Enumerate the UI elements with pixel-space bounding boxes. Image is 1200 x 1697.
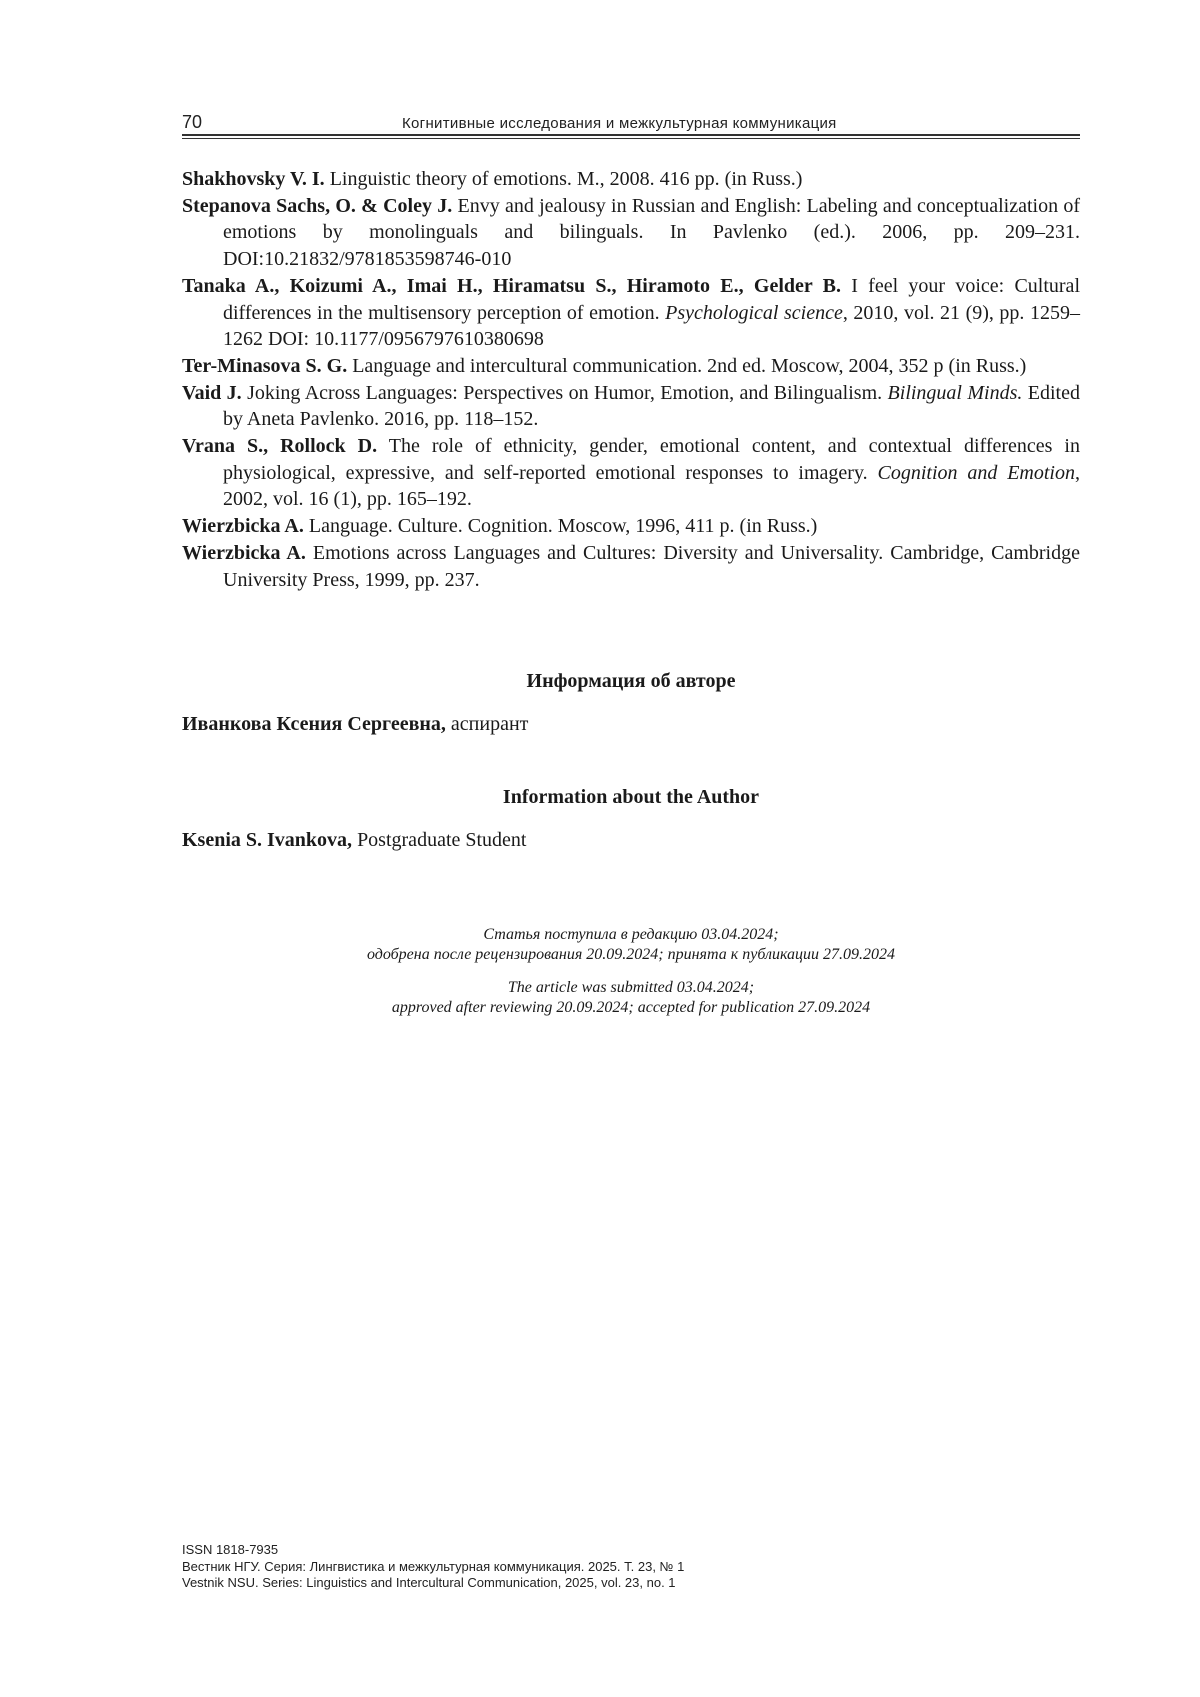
reference-text: Language. Culture. Cognition. Moscow, 1996, 411 p. (in Russ.) bbox=[303, 515, 818, 538]
reference-journal: Bilingual Minds. bbox=[887, 381, 1023, 404]
running-title: Когнитивные исследования и межкультурная коммуникация bbox=[402, 115, 837, 132]
author-info-ru bbox=[182, 713, 1080, 736]
header-rule-thin bbox=[182, 138, 1080, 139]
reference-text: Emotions across Languages and Cultures: Diversity and Universality. Cambridge, Cambridge University Press, 1999, pp. 237. bbox=[223, 541, 1080, 591]
author-info-title-ru: Информация об авторе bbox=[526, 670, 736, 692]
reference-authors: Vaid J. bbox=[182, 381, 242, 404]
reference-list bbox=[182, 166, 1080, 593]
reference-item bbox=[182, 513, 1080, 540]
reference-text: Joking Across Languages: Perspectives on Humor, Emotion, and Bilingualism. bbox=[241, 381, 888, 404]
author-name-en: Ksenia S. Ivankova, bbox=[182, 829, 353, 851]
reference-tail: , 2002, vol. 16 (1), pp. 165–192. bbox=[223, 461, 1080, 511]
submission-dates-en bbox=[182, 978, 1080, 1018]
footer-issn: ISSN 1818-7935 bbox=[182, 1542, 279, 1557]
reference-authors: Shakhovsky V. I. bbox=[182, 168, 325, 190]
reference-item bbox=[182, 273, 1080, 353]
author-info-en bbox=[182, 829, 1080, 852]
dates-ru-line2: одобрена после рецензирования 20.09.2024; принята к публикации 27.09.2024 bbox=[366, 946, 896, 963]
reference-text: The role of ethnicity, gender, emotional content, and contextual differences in physiological, expressive, and self-reported emotional responses to imagery. bbox=[223, 435, 1080, 484]
reference-journal: Psychological science bbox=[665, 301, 843, 324]
footer-journal-ru: Вестник НГУ. Серия: Лингвистика и межкультурная коммуникация. 2025. Т. 23, № 1 bbox=[182, 1558, 685, 1574]
reference-text: Linguistic theory of emotions. M., 2008. 416 pp. (in Russ.) bbox=[324, 168, 803, 190]
author-name-ru: Иванкова Ксения Сергеевна, bbox=[182, 713, 446, 735]
reference-item bbox=[182, 540, 1080, 593]
header-rule-thick bbox=[182, 134, 1080, 136]
author-position-en: Postgraduate Student bbox=[352, 829, 527, 851]
reference-authors: Wierzbicka A. bbox=[182, 515, 304, 538]
reference-journal: Cognition and Emotion bbox=[877, 461, 1075, 484]
footer-journal-en: Vestnik NSU. Series: Linguistics and Intercultural Communication, 2025, vol. 23, no. 1 bbox=[182, 1575, 676, 1590]
reference-text: Envy and jealousy in Russian and English: Labeling and conceptualization of emotions by monolinguals and bilinguals. In Pavlenko (ed.). 2006, pp. 209–231. DOI:10.21832/9781853598746-010 bbox=[223, 194, 1080, 271]
reference-item bbox=[182, 353, 1080, 380]
reference-authors: Wierzbicka A. bbox=[182, 541, 306, 564]
dates-en-line2: approved after reviewing 20.09.2024; accepted for publication 27.09.2024 bbox=[391, 999, 871, 1016]
author-info-title-en: Information about the Author bbox=[502, 786, 760, 808]
author-position-ru: аспирант bbox=[445, 713, 529, 735]
reference-authors: Tanaka A., Koizumi A., Imai H., Hiramatsu S., Hiramoto E., Gelder B. bbox=[182, 274, 841, 297]
reference-item bbox=[182, 433, 1080, 513]
reference-tail: Edited by Aneta Pavlenko. 2016, pp. 118–152. bbox=[223, 381, 1080, 431]
reference-authors: Stepanova Sachs, O. & Coley J. bbox=[182, 194, 453, 217]
reference-tail: , 2010, vol. 21 (9), pp. 1259–1262 DOI: 10.1177/0956797610380698 bbox=[223, 301, 1080, 351]
reference-authors: Vrana S., Rollock D. bbox=[182, 435, 378, 458]
page-footer bbox=[182, 1542, 882, 1592]
reference-authors: Ter-Minasova S. G. bbox=[182, 354, 348, 377]
dates-ru-line1: Статья поступила в редакцию 03.04.2024; bbox=[483, 926, 779, 943]
reference-item bbox=[182, 166, 1080, 193]
reference-item bbox=[182, 380, 1080, 433]
dates-en-line1: The article was submitted 03.04.2024; bbox=[507, 979, 755, 996]
reference-item bbox=[182, 193, 1080, 273]
submission-dates-ru bbox=[182, 925, 1080, 965]
reference-text: Language and intercultural communication. 2nd ed. Moscow, 2004, 352 p (in Russ.) bbox=[347, 354, 1027, 377]
page-number: 70 bbox=[182, 112, 203, 132]
reference-text: I feel your voice: Cultural differences in the multisensory perception of emotion. bbox=[223, 274, 1080, 324]
